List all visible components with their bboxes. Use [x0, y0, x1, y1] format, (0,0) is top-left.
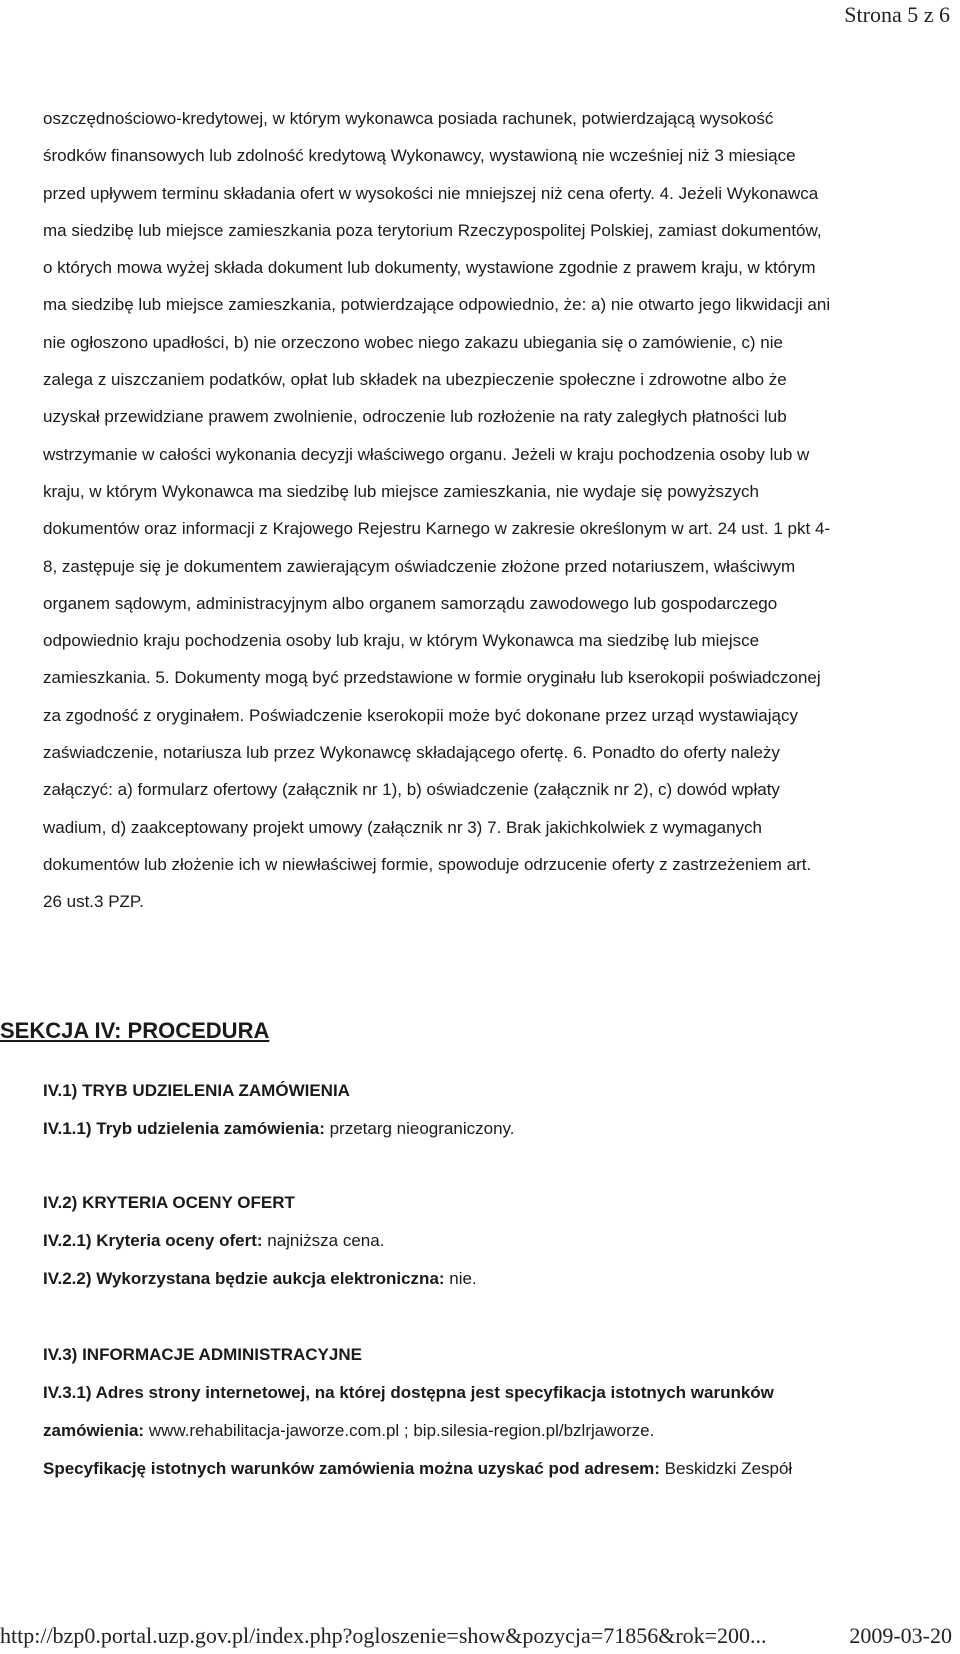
spec-value: Beskidzki Zespół — [659, 1459, 793, 1478]
body-line: zaświadczenie, notariusza lub przez Wykonawcę składającego ofertę. 6. Ponadto do oferty należy — [43, 743, 780, 763]
iv31-value: www.rehabilitacja-jaworze.com.pl ; bip.silesia-region.pl/bzlrjaworze. — [144, 1421, 655, 1440]
iv31-row-line2 — [43, 1421, 654, 1441]
iv3-heading-text: IV.3) INFORMACJE ADMINISTRACYJNE — [43, 1345, 362, 1364]
iv3-heading — [43, 1345, 362, 1365]
body-line: ma siedzibę lub miejsce zamieszkania, potwierdzające odpowiednio, że: a) nie otwarto jego likwidacji ani — [43, 295, 831, 315]
iv22-label: IV.2.2) Wykorzystana będzie aukcja elektroniczna: — [43, 1269, 445, 1288]
iv31-row-line1 — [43, 1383, 774, 1403]
body-line: przed upływem terminu składania ofert w wysokości nie mniejszej niż cena oferty. 4. Jeżeli Wykonawca — [43, 183, 819, 203]
iv11-label: IV.1.1) Tryb udzielenia zamówienia: — [43, 1119, 325, 1138]
body-line: uzyskał przewidziane prawem zwolnienie, odroczenie lub rozłożenie na raty zaległych płatności lub — [43, 407, 787, 427]
spec-row — [43, 1459, 792, 1479]
body-line: za zgodność z oryginałem. Poświadczenie kserokopii może być dokonane przez urząd wystawiający — [43, 705, 798, 725]
body-line: dokumentów oraz informacji z Krajowego Rejestru Karnego w zakresie określonym w art. 24 ust. 1 pkt 4- — [43, 519, 831, 539]
iv21-value: najniższa cena. — [262, 1231, 385, 1250]
iv11-value: przetarg nieograniczony. — [324, 1119, 515, 1138]
body-line: załączyć: a) formularz ofertowy (załącznik nr 1), b) oświadczenie (załącznik nr 2), c) dowód wpłaty — [43, 780, 780, 800]
body-line: środków finansowych lub zdolność kredytową Wykonawcy, wystawioną nie wcześniej niż 3 miesiące — [43, 146, 796, 166]
iv22-value: nie. — [444, 1269, 477, 1288]
iv21-row — [43, 1231, 384, 1251]
iv31-label-line2: zamówienia: — [43, 1421, 145, 1440]
body-line: organem sądowym, administracyjnym albo organem samorządu zawodowego lub gospodarczego — [43, 593, 778, 613]
iv2-heading — [43, 1193, 295, 1213]
body-line: oszczędnościowo-kredytowej, w którym wykonawca posiada rachunek, potwierdzającą wysokość — [43, 109, 774, 128]
iv31-label-line1: IV.3.1) Adres strony internetowej, na której dostępna jest specyfikacja istotnych warunków — [43, 1383, 774, 1402]
body-line: dokumentów lub złożenie ich w niewłaściwej formie, spowoduje odrzucenie oferty z zastrzeżeniem art. — [43, 854, 812, 874]
body-line: wstrzymanie w całości wykonania decyzji właściwego organu. Jeżeli w kraju pochodzenia osoby lub w — [43, 444, 810, 464]
body-line: wadium, d) zaakceptowany projekt umowy (załącznik nr 3) 7. Brak jakichkolwiek z wymaganych — [43, 817, 763, 837]
body-line: zalega z uiszczaniem podatków, opłat lub składek na ubezpieczenie społeczne i zdrowotne albo że — [43, 370, 787, 390]
body-line: 8, zastępuje się je dokumentem zawierającym oświadczenie złożone przed notariuszem, właściwym — [43, 556, 796, 576]
body-line: nie ogłoszono upadłości, b) nie orzeczono wobec niego zakazu ubiegania się o zamówienie, c) nie — [43, 332, 783, 352]
iv21-label: IV.2.1) Kryteria oceny ofert: — [43, 1231, 263, 1250]
body-line: o których mowa wyżej składa dokument lub dokumenty, wystawione zgodnie z prawem kraju, w którym — [43, 258, 816, 278]
iv11-row — [43, 1119, 514, 1139]
body-line: ma siedzibę lub miejsce zamieszkania poza terytorium Rzeczypospolitej Polskiej, zamiast dokumentów, — [43, 220, 822, 240]
footer-date: 2009-03-20 — [849, 1623, 952, 1648]
body-line: 26 ust.3 PZP. — [43, 892, 144, 912]
body-line: odpowiednio kraju pochodzenia osoby lub kraju, w którym Wykonawca ma siedzibę lub miejsce — [43, 631, 760, 651]
section-title: SEKCJA IV: PROCEDURA — [0, 1018, 270, 1043]
iv22-row — [43, 1269, 477, 1289]
iv2-heading-text: IV.2) KRYTERIA OCENY OFERT — [43, 1193, 295, 1212]
iv1-heading — [43, 1081, 350, 1101]
footer-url: http://bzp0.portal.uzp.gov.pl/index.php?ogloszenie=show&pozycja=71856&rok=200... — [0, 1623, 767, 1648]
spec-label: Specyfikację istotnych warunków zamówienia można uzyskać pod adresem: — [43, 1459, 660, 1478]
body-line: kraju, w którym Wykonawca ma siedzibę lub miejsce zamieszkania, nie wydaje się powyższych — [43, 481, 760, 501]
page-indicator: Strona 5 z 6 — [844, 2, 950, 27]
body-paragraph — [43, 100, 949, 921]
iv1-heading-text: IV.1) TRYB UDZIELENIA ZAMÓWIENIA — [43, 1081, 350, 1100]
body-line: zamieszkania. 5. Dokumenty mogą być przedstawione w formie oryginału lub kserokopii poświadczonej — [43, 668, 821, 688]
